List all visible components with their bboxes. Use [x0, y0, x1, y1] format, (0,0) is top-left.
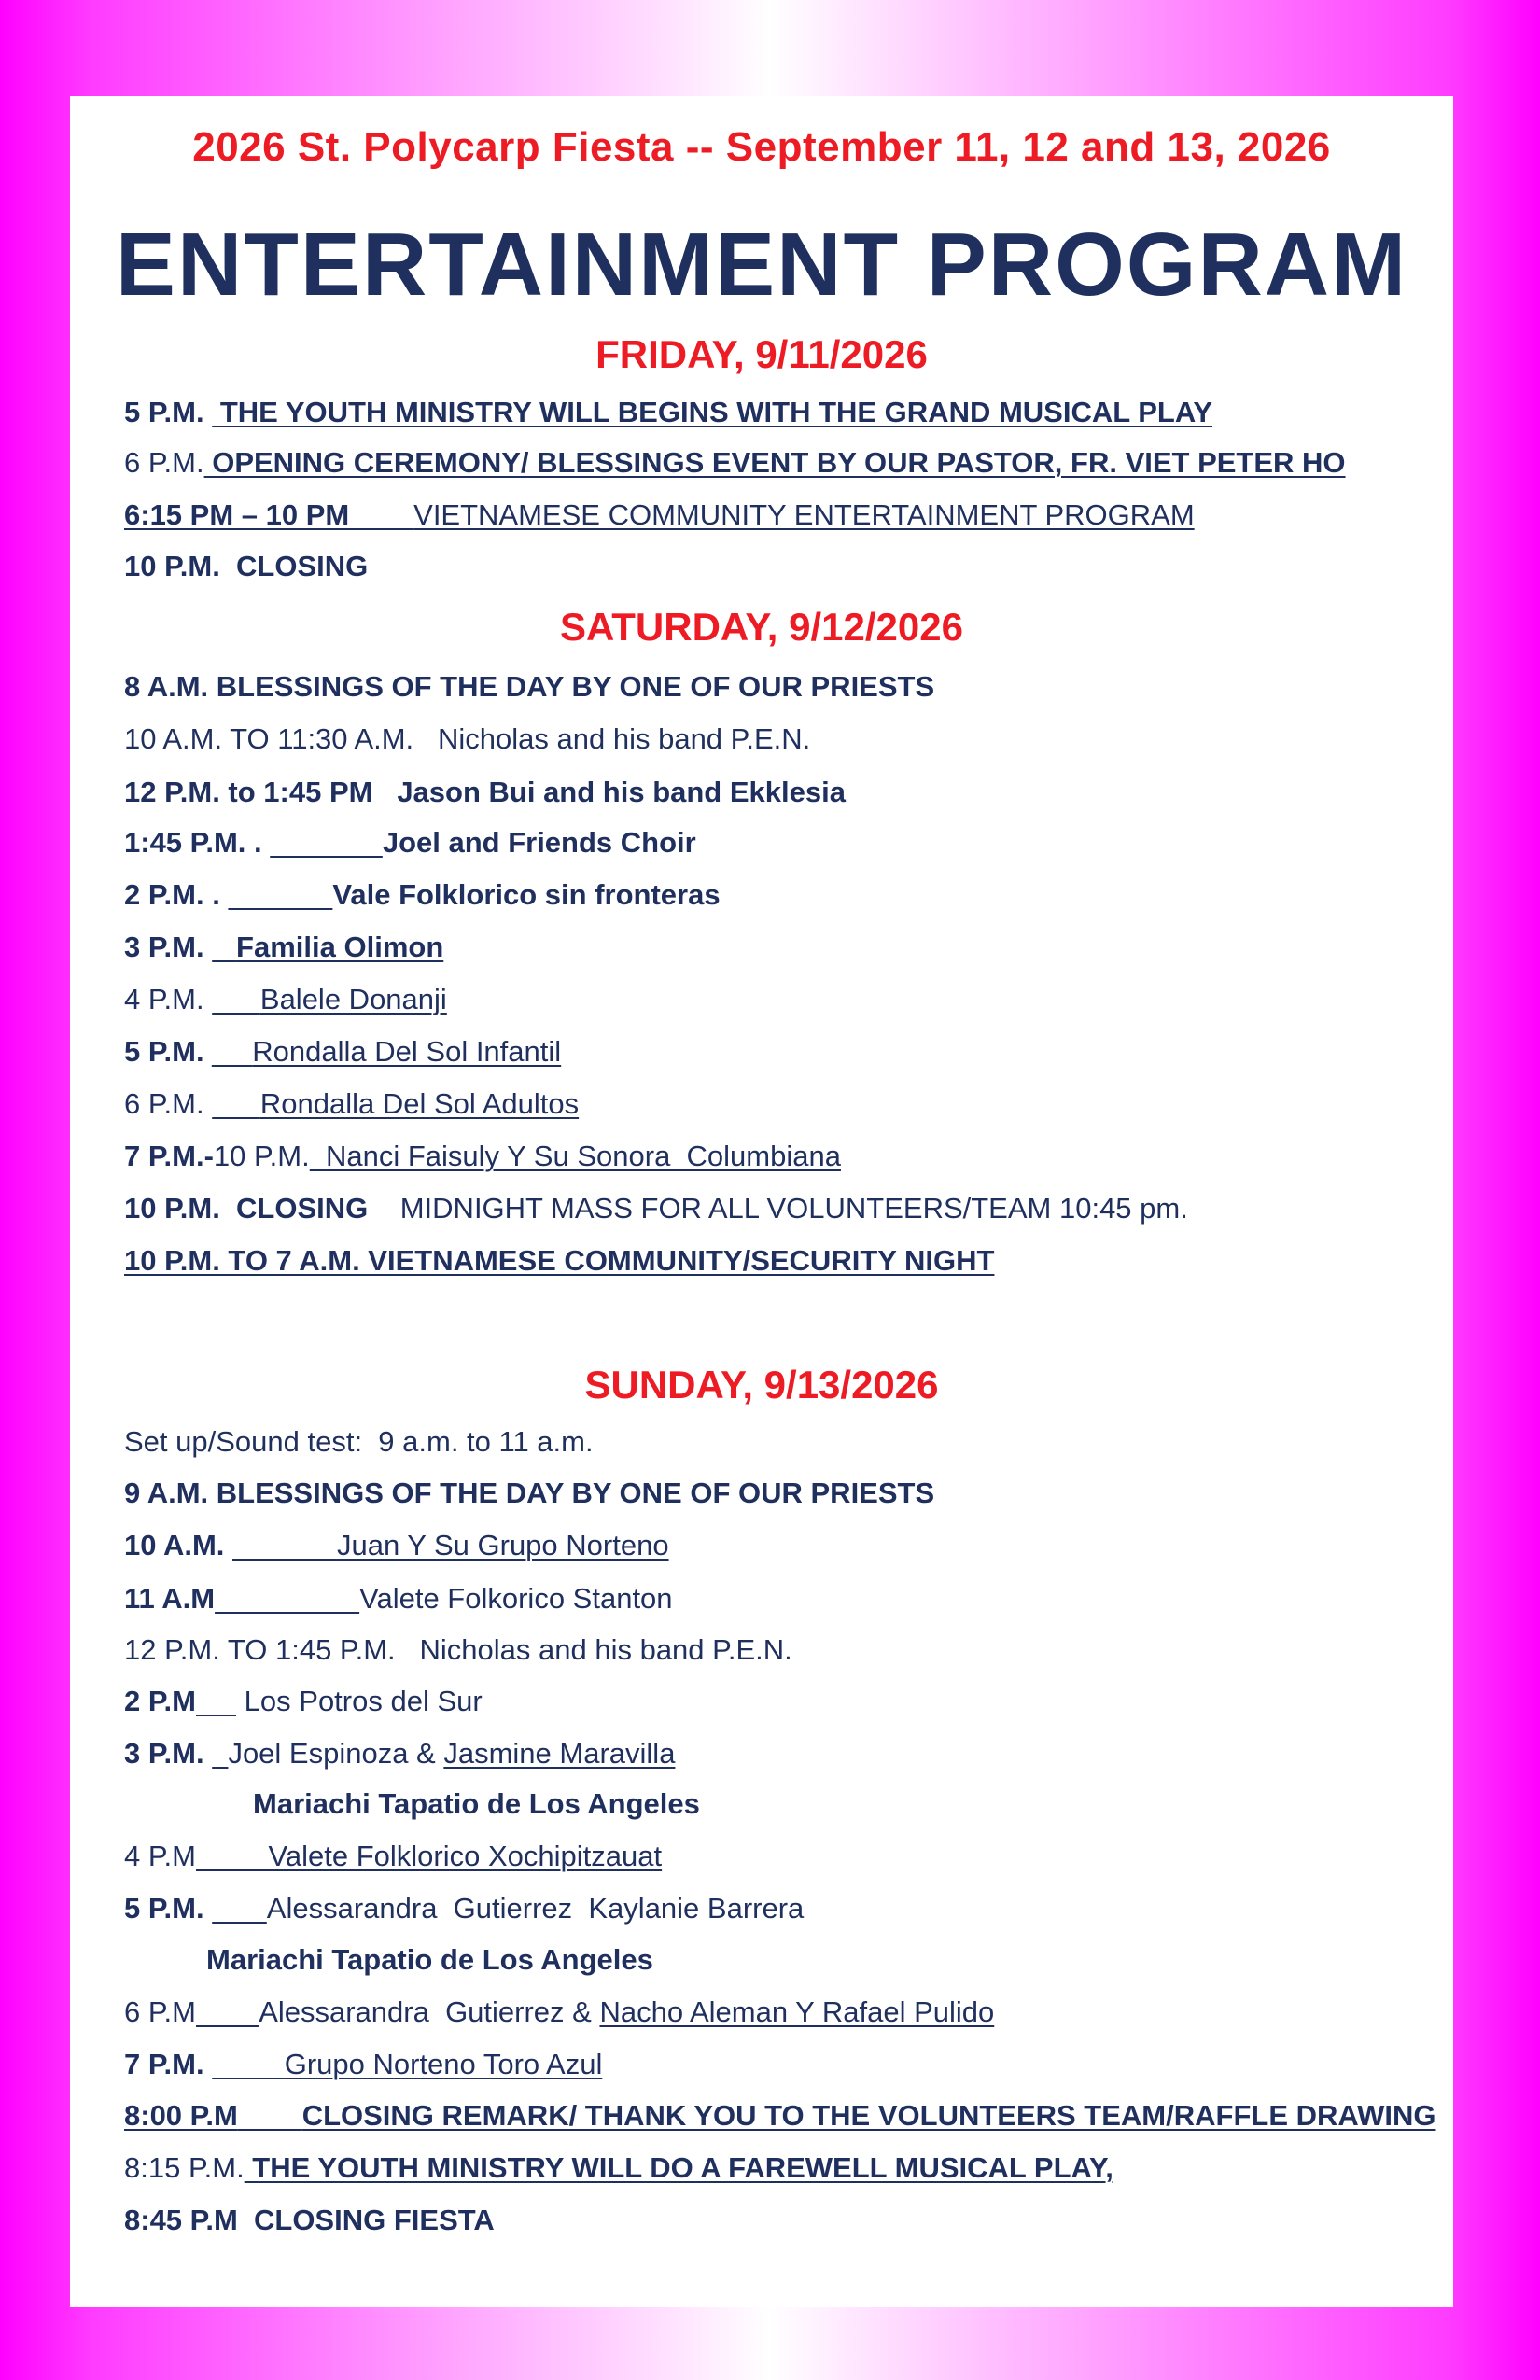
program-line: 6 P.M Alessarandra Gutierrez & Nacho Aleman Y Rafael Pulido	[124, 1995, 995, 2028]
program-line: 7 P.M.-10 P.M. Nanci Faisuly Y Su Sonora Columbiana	[124, 1140, 841, 1172]
program-line: 11 A.M Valete Folkorico Stanton	[124, 1582, 673, 1615]
program-line: 2 P.M Los Potros del Sur	[124, 1685, 483, 1717]
program-line: 10 A.M. TO 11:30 A.M. Nicholas and his band P.E.N.	[124, 722, 811, 755]
program-line: 10 A.M. Juan Y Su Grupo Norteno	[124, 1529, 669, 1561]
program-line: 8:45 P.M CLOSING FIESTA	[124, 2204, 495, 2236]
program-line: 8:00 P.M CLOSING REMARK/ THANK YOU TO THE VOLUNTEERS TEAM/RAFFLE DRAWING	[124, 2099, 1436, 2132]
program-line: 3 P.M. Familia Olimon	[124, 931, 444, 963]
program-line: 12 P.M. to 1:45 PM Jason Bui and his band Ekklesia	[124, 776, 846, 808]
program-line: 9 A.M. BLESSINGS OF THE DAY BY ONE OF OUR PRIESTS	[124, 1477, 935, 1509]
program-line: 8:15 P.M. THE YOUTH MINISTRY WILL DO A FAREWELL MUSICAL PLAY,	[124, 2151, 1113, 2184]
program-line: Set up/Sound test: 9 a.m. to 11 a.m.	[124, 1425, 594, 1458]
fiesta-subtitle: 2026 St. Polycarp Fiesta -- September 11, 12 and 13, 2026	[192, 124, 1331, 170]
saturday-heading: SATURDAY, 9/12/2026	[560, 605, 963, 649]
program-line: 4 P.M Valete Folklorico Xochipitzauat	[124, 1840, 663, 1872]
program-line: 1:45 P.M. . Joel and Friends Choir	[124, 826, 696, 859]
page-title: ENTERTAINMENT PROGRAM	[115, 215, 1408, 315]
program-line: 7 P.M. Grupo Norteno Toro Azul	[124, 2048, 603, 2080]
program-line: 5 P.M. THE YOUTH MINISTRY WILL BEGINS WITH THE GRAND MUSICAL PLAY	[124, 396, 1213, 428]
program-line: 8 A.M. BLESSINGS OF THE DAY BY ONE OF OUR PRIESTS	[124, 670, 935, 703]
program-line: Mariachi Tapatio de Los Angeles	[206, 1943, 653, 1976]
program-line: 6 P.M. Rondalla Del Sol Adultos	[124, 1087, 580, 1120]
program-line: 12 P.M. TO 1:45 P.M. Nicholas and his band P.E.N.	[124, 1633, 792, 1666]
program-line: 6 P.M. OPENING CEREMONY/ BLESSINGS EVENT BY OUR PASTOR, FR. VIET PETER HO	[124, 446, 1346, 479]
program-line: 10 P.M. TO 7 A.M. VIETNAMESE COMMUNITY/SECURITY NIGHT	[124, 1244, 995, 1277]
program-line: 4 P.M. Balele Donanji	[124, 983, 447, 1015]
program-line: 10 P.M. CLOSING	[124, 550, 369, 582]
program-line: 6:15 PM – 10 PM VIETNAMESE COMMUNITY ENTERTAINMENT PROGRAM	[124, 498, 1195, 531]
program-line: 3 P.M. Joel Espinoza & Jasmine Maravilla	[124, 1737, 676, 1770]
program-line: 10 P.M. CLOSING MIDNIGHT MASS FOR ALL VOLUNTEERS/TEAM 10:45 pm.	[124, 1192, 1188, 1225]
friday-heading: FRIDAY, 9/11/2026	[595, 332, 928, 376]
program-line: Mariachi Tapatio de Los Angeles	[253, 1787, 700, 1820]
program-line: 5 P.M. _ Rondalla Del Sol Infantil	[124, 1035, 562, 1068]
program-line: 2 P.M. . Vale Folklorico sin fronteras	[124, 878, 721, 911]
program-line: 5 P.M. Alessarandra Gutierrez Kaylanie Barrera	[124, 1892, 805, 1925]
sunday-heading: SUNDAY, 9/13/2026	[584, 1363, 939, 1407]
program-page	[70, 96, 1453, 2307]
